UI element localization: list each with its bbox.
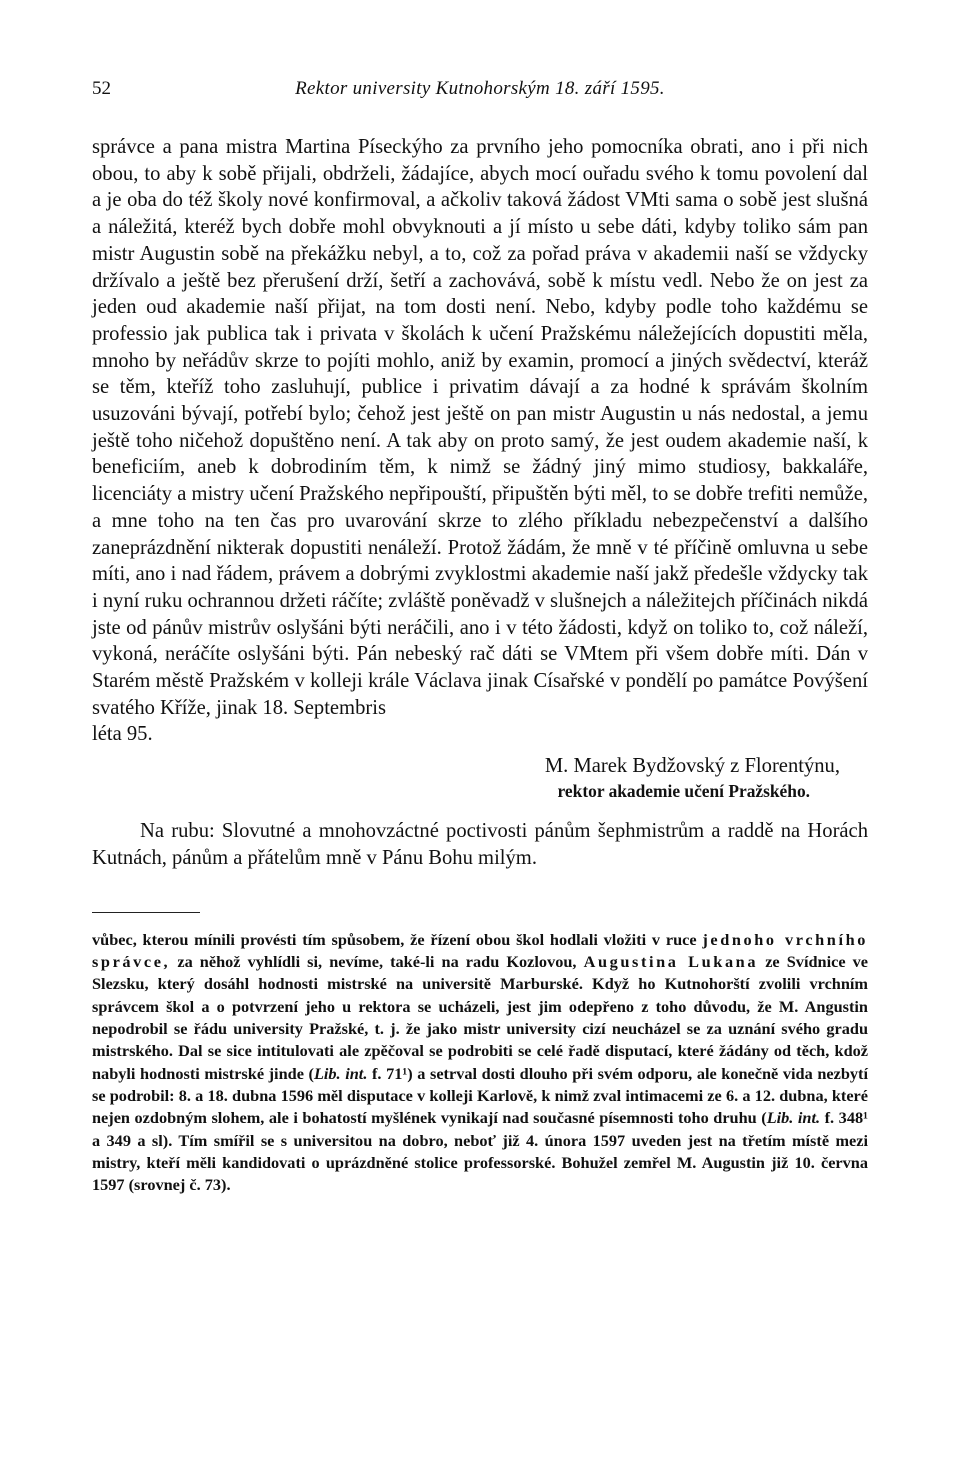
page-number: 52 (92, 78, 111, 99)
signature-title: rektor akademie učení Pražského. (557, 780, 810, 801)
footnote-citation: Lib. int. (313, 1063, 368, 1083)
footnote-divider (92, 912, 200, 913)
footnote (92, 929, 868, 1197)
footnote-citation: Lib. int. (766, 1108, 821, 1128)
footnote-text: ze Svídnice ve Slezsku, který dosáhl hodnosti mistrské na universitě Marburské. Když ho Kutnohorští zvolili vrchním správcem škol a o potvrzení jeho u rektora se ucházeli, jest jim odepřeno z toho důvodu, že M. Angustin nepodrobil se řádu university Pražské, t. j. že jako mistr university cizí neucházel se za uznání svého gradu mistrského. Dal se sice intitulovati ale zpěčoval se podrobiti se celé řadě disputací, které žádány od těch, kdož nabyli hodnosti mistrské jinde ( (92, 952, 869, 1083)
signature: M. Marek Bydžovský z Florentýnu, (544, 755, 840, 778)
running-head: Rektor university Kutnohorským 18. září 1595. (295, 78, 665, 99)
letter-paragraph: správce a pana mistra Martina Píseckýho za prvního jeho pomocníka obrati, ano i při nich obou, to aby k sobě přijali, obdrželi, žádajíce, abych mocí ouřadu svého k tomu povolení dal a je oba do též školy nové konfirmoval, a ačkoliv taková žádost VMti sama o sobě jest slušná a náležitá, kteréž bych dobře mohl obvyknouti a jí místo u sebe dáti, kdyby toliko sám pan mistr Augustin sobě na překážku nebyl, a to, což za pořad práva v akademii naší se vždycky držívalo a ještě bez přerušení drží, šetří a zachovává, sobě k místu vedl. Nebo že on jest za jeden oud akademie naší přijat, na tom dosti není. Nebo, kdyby podle toho každému se professio jak publica tak i privata v školách k učení Pražskému náležejících dopustiti měla, mnoho by neřádův skrze to pojíti mohlo, aniž by examin, promocí a jiných svědectví, kteráž se těm, kteříž toho zasluhují, publice i privatim dávají a za hodné k správám školním usuzováni bývají, potřebí bylo; čehož jest ještě on pan mistr Augustin u nás nedostal, a jemu ještě toho ničehož dopuštěno není. A tak aby on proto samý, že jest oudem akademie naší, k beneficiím, aneb k dobrodiním těm, k nimž se žádný jiný mimo studiosy, bakkaláře, licenciáty a mistry učení Pražského nepřipouští, připuštěn býti měl, to se dobře trefiti nemůže, a mne toho na ten čas pro uvarování skrze to zlého příkladu nebezpečenství a dalšího zaneprázdnění nikterak dopustiti nenáleží. Protož žádám, že mně v té příčině omluvna u sebe míti, ano i nad řádem, právem a dobrými zvyklostmi akademie naší jakž předešle vždycky tak i nyní ruku ochrannou držeti ráčíte; zvláště poněvadž v slušnejch a náležitejch příčinách nikdá jste od pánův mistrův oslyšáni býti neráčili, ano i v této žádosti, když on toliko to, což náleží, vykoná, neráčíte oslyšáni býti. Pán nebeský rač dáti se VMtem při všem dobře míti. Dán v Starém městě Pražském v kolleji krále Václava jinak Císařské v pondělí po památce Povýšení svatého Kříže, jinak 18. Septembris (92, 136, 868, 719)
page-header (92, 70, 868, 104)
footnote-text: f. 71¹) a setrval dosti dlouho při svém odporu, ale konečně vida nezbytí se podrobil: 8. a 18. dubna 1596 měl disputace v kolleji Karlově, k nimž zval intimacemi ze 6. a 12. dubna, které nejen ozdobným slohem, ale i bohatostí myšlének vynikají nad současné písemnosti toho druhu ( (92, 1063, 868, 1128)
footnote-emphasis: Augustina Lukana (583, 952, 759, 972)
footnote-text: za něhož vyhlídli si, nevíme, také-li na radu Kozlovou, (177, 952, 577, 972)
footnote-text: f. 348¹ a 349 a sl). Tím smířil se s universitou na dobro, neboť již 4. února 1597 uveden jest na třetím místě mezi mistry, kteří měli kandidovati o uprázdněné stolice professorské. Bohužel zemřel M. Augustin již 10. června 1597 (srovnej č. 73). (92, 1108, 868, 1195)
footnote-text: vůbec, kterou mínili provésti tím spůsobem, že řízení obou škol hodlali vložiti v ruce (92, 929, 697, 949)
verso-note: Na rubu: Slovutné a mnohovzáctné poctivosti pánům šephmistrům a raddě na Horách Kutnách, pánům a přátelům mně v Pánu Bohu milým. (92, 819, 868, 869)
document-page (92, 70, 868, 1196)
letter-closing: léta 95. (92, 723, 153, 746)
letter-body (92, 134, 868, 748)
footnote-emphasis: jednoho vrchního správce, (92, 929, 868, 972)
